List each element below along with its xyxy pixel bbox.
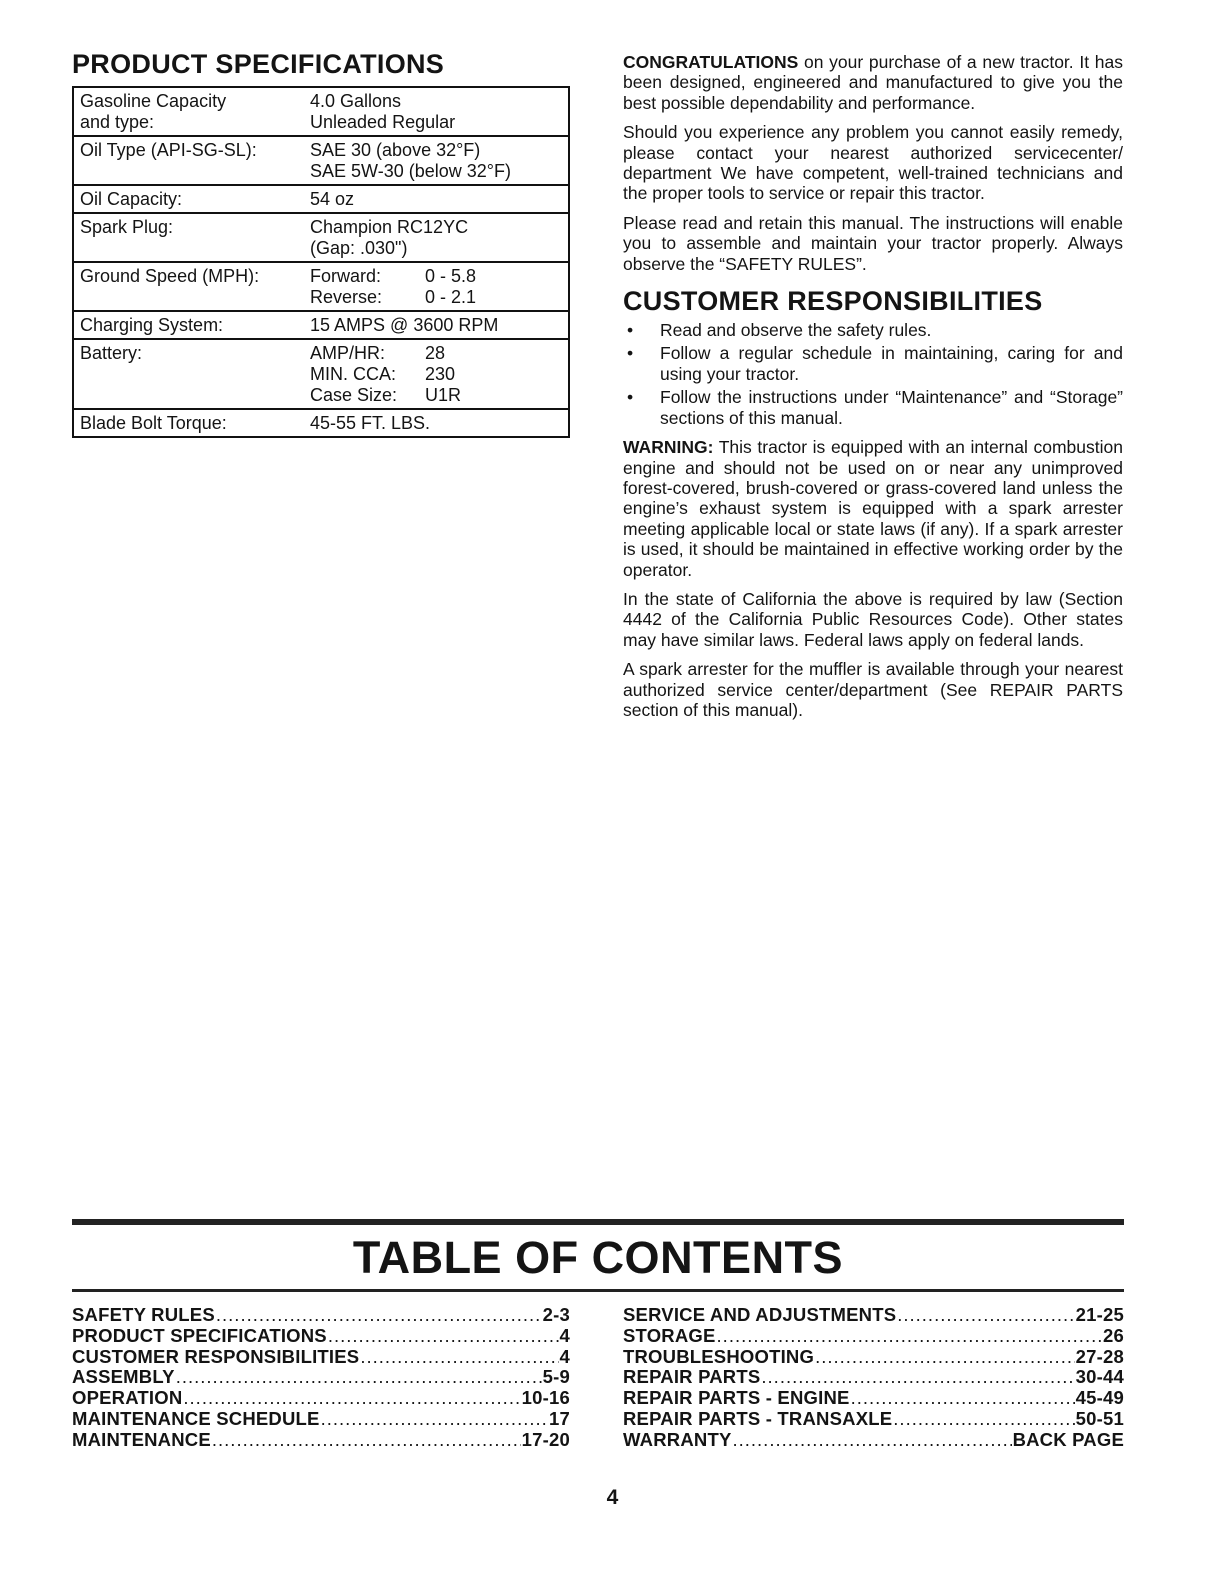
spec-value-line: SAE 30 (above 32°F) [310,140,481,160]
toc-entry [72,1367,570,1388]
warning-text: This tractor is equipped with an internal combustion engine and should not be used on or near any unimproved forest-covered, brush-covered or grass-covered land unless the engine’s exhaust system is equipped with a spark arrester meeting applicable local or state laws (if any). If a spark arrester is used, it should be maintained in effective working order by the operator. [623,437,1123,580]
toc-entry-page: 30-44 [1075,1366,1124,1388]
toc-entry-page: BACK PAGE [1012,1428,1124,1450]
spec-label: Oil Capacity: [80,189,183,209]
toc-dot-leader [851,1388,1075,1409]
bullet-icon: • [627,343,634,364]
spec-value-line: Unleaded Regular [310,112,456,132]
toc-entry [72,1409,570,1430]
spec-label: Charging System: [80,315,224,335]
toc-entry [623,1326,1124,1347]
toc-entry-title: WARRANTY [623,1428,732,1450]
toc-entry-page: 45-49 [1075,1387,1124,1409]
toc-entry-title: OPERATION [72,1387,183,1409]
specs-heading: PRODUCT SPECIFICATIONS [72,49,445,79]
spec-label: Ground Speed (MPH): [80,266,260,286]
toc-dot-leader [761,1367,1074,1388]
product-specifications [72,48,570,438]
toc-bottom-rule [72,1289,1124,1292]
spec-value-line: (Gap: .030") [310,238,408,258]
spec-value-line [310,287,562,308]
spec-value-line: 15 AMPS @ 3600 RPM [310,315,499,335]
toc-entry-page: 26 [1103,1324,1124,1346]
toc-entry [72,1430,570,1451]
spec-value [310,217,562,259]
spec-value-line [310,266,562,287]
toc-entry-title: MAINTENANCE [72,1428,211,1450]
spec-sub-value: U1R [425,385,462,405]
toc-entry-page: 21-25 [1075,1304,1124,1325]
toc-dot-leader [328,1326,559,1347]
bullet-icon: • [627,387,634,408]
spec-sub-label: MIN. CCA: [310,364,397,384]
toc-entry [623,1367,1124,1388]
toc-entry-title: PRODUCT SPECIFICATIONS [72,1324,327,1346]
toc-dot-leader [897,1305,1074,1326]
toc-entry [623,1409,1124,1430]
toc-dot-leader [183,1388,520,1409]
congratulations-lead: CONGRATULATIONS [623,52,799,72]
spec-label: Spark Plug: [80,217,174,237]
spec-value-line: 45-55 FT. LBS. [310,413,431,433]
toc-dot-leader [732,1430,1011,1451]
bullet-icon: • [627,320,634,341]
toc-entry-page: 17-20 [521,1428,570,1450]
spec-label: Blade Bolt Torque: [80,413,227,433]
spec-value-line: 54 oz [310,189,355,209]
spec-value-line: Champion RC12YC [310,217,469,237]
toc-entry-page: 2-3 [542,1304,570,1325]
toc-entry-title: SERVICE AND ADJUSTMENTS [623,1304,897,1325]
spec-value [310,189,562,210]
toc-dot-leader [321,1409,548,1430]
toc-right-column [623,1305,1124,1451]
spec-row [74,263,568,312]
spec-sub-value: 230 [425,364,456,384]
spec-row [74,214,568,263]
spec-row [74,340,568,410]
toc-dot-leader [815,1347,1075,1368]
spec-value-line [310,385,562,406]
toc-top-rule [72,1219,1124,1225]
toc-entry [623,1388,1124,1409]
toc-entry [623,1430,1124,1451]
toc-entry [72,1305,570,1326]
toc-dot-leader [216,1305,542,1326]
toc-dot-leader [717,1326,1102,1347]
spec-label: Oil Type (API-SG-SL): [80,140,257,160]
toc-entry-page: 4 [559,1324,570,1346]
spec-sub-label: Forward: [310,266,382,286]
spec-row [74,312,568,340]
spec-value-line: 4.0 Gallons [310,91,402,111]
warning-paragraph [623,437,1123,580]
toc-entry-title: REPAIR PARTS - TRANSAXLE [623,1407,893,1429]
toc-entry [623,1347,1124,1368]
toc-dot-leader [360,1347,558,1368]
toc-dot-leader [176,1367,542,1388]
toc-entry [623,1305,1124,1326]
toc-entry-page: 5-9 [542,1366,570,1388]
spec-value [310,140,562,182]
toc-entry-page: 4 [559,1345,570,1367]
spec-sub-label: AMP/HR: [310,343,386,363]
page-number: 4 [606,1486,619,1509]
specs-table [72,86,570,438]
spec-sub-value: 28 [425,343,446,363]
toc-entry-title: SAFETY RULES [72,1304,215,1325]
spec-row [74,410,568,438]
intro-column [623,52,1123,729]
spec-label: Gasoline Capacity and type: [80,91,227,132]
list-item-text: Follow a regular schedule in maintaining, caring for and using your tractor. [660,343,1123,384]
spark-arrester-paragraph: A spark arrester for the muffler is available through your nearest authorized service center/department (See REPAIR PARTS section of this manual). [623,659,1123,720]
spec-value-line: SAE 5W-30 (below 32°F) [310,161,511,181]
toc-entry-title: TROUBLESHOOTING [623,1345,815,1367]
toc-entry-title: ASSEMBLY [72,1366,175,1388]
toc-entry-title: REPAIR PARTS [623,1366,761,1388]
list-item [623,320,1123,340]
spec-row [74,88,568,137]
toc-entry [72,1326,570,1347]
congratulations-text: on your purchase of a new tractor. It has been designed, engineered and manufactured to give you the best possible dependability and performance. [623,52,1123,113]
spec-value [310,413,562,434]
toc-entry-page: 10-16 [521,1387,570,1409]
toc-entry [72,1347,570,1368]
toc-entry [72,1388,570,1409]
list-item-text: Read and observe the safety rules. [660,320,932,341]
toc-entry-title: MAINTENANCE SCHEDULE [72,1407,320,1429]
responsibilities-heading: CUSTOMER RESPONSIBILITIES [623,286,1043,317]
spec-label: Battery: [80,343,143,363]
spec-value [310,315,562,336]
spec-value-line [310,343,562,364]
toc-left-column [72,1305,570,1451]
toc-title: TABLE OF CONTENTS [352,1232,844,1283]
toc-entry-page: 27-28 [1075,1345,1124,1367]
spec-value [310,343,562,406]
warning-lead: WARNING: [623,437,714,458]
toc-dot-leader [212,1430,521,1451]
spec-value [310,91,562,133]
spec-sub-value: 0 - 5.8 [425,266,477,286]
list-item-text: Follow the instructions under “Maintenance” and “Storage” sections of this manual. [660,387,1123,428]
toc-dot-leader [893,1409,1074,1430]
problem-paragraph: Should you experience any problem you cannot easily remedy, please contact your nearest authorized servicecenter/ department We have competent, well-trained technicians and the proper tools to service or repair this tractor. [623,122,1123,204]
spec-sub-label: Case Size: [310,385,398,405]
spec-row [74,137,568,186]
read-manual-paragraph: Please read and retain this manual. The instructions will enable you to assemble and maintain your tractor properly. Always observe the “SAFETY RULES”. [623,212,1123,274]
spec-sub-label: Reverse: [310,287,383,307]
responsibilities-list [623,320,1123,428]
list-item [623,387,1123,428]
toc-entry-page: 17 [549,1407,570,1429]
spec-value [310,266,562,308]
spec-row [74,186,568,214]
spec-value-line [310,364,562,385]
toc-entry-title: CUSTOMER RESPONSIBILITIES [72,1345,360,1367]
list-item [623,343,1123,384]
congratulations-paragraph [623,52,1123,113]
california-paragraph: In the state of California the above is required by law (Section 4442 of the California Public Resources Code). Other states may have similar laws. Federal laws apply on federal lands. [623,588,1123,650]
toc-entry-page: 50-51 [1075,1407,1124,1429]
spec-sub-value: 0 - 2.1 [425,287,477,307]
toc-entry-title: REPAIR PARTS - ENGINE [623,1387,850,1409]
toc-entry-title: STORAGE [623,1324,716,1346]
